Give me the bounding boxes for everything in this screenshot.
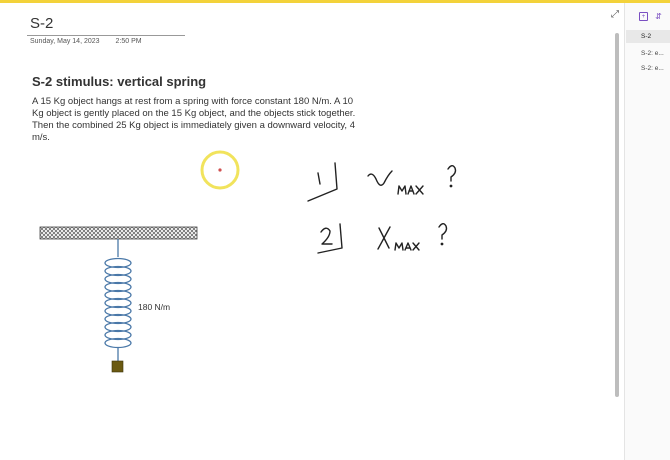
new-page-icon[interactable]: + xyxy=(639,12,648,21)
scrollbar-thumb[interactable] xyxy=(615,33,619,397)
spring-coils xyxy=(105,259,131,348)
sidebar-page-item[interactable]: S-2: e... xyxy=(641,65,664,72)
note-page[interactable] xyxy=(0,3,622,460)
expand-icon[interactable]: ⤢ xyxy=(611,9,619,20)
sidebar-toolbar xyxy=(639,9,663,23)
page-title[interactable]: S-2 xyxy=(30,15,54,32)
handwritten-question-1 xyxy=(308,163,456,201)
ink-drawing xyxy=(0,3,622,460)
cursor-dot xyxy=(218,168,221,171)
page-date: Sunday, May 14, 2023 xyxy=(30,38,100,45)
sort-icon[interactable]: ⇵ xyxy=(655,11,662,21)
ceiling-support xyxy=(40,227,197,239)
page-time: 2:50 PM xyxy=(115,38,142,45)
sidebar-page-item[interactable]: S-2 xyxy=(626,30,670,43)
page-list-sidebar xyxy=(624,3,670,460)
handwritten-question-2 xyxy=(318,224,447,253)
spring-constant-label[interactable]: 180 N/m xyxy=(138,302,171,312)
stimulus-paragraph[interactable]: A 15 Kg object hangs at rest from a spring with force constant 180 N/m. A 10 Kg object is gently placed on the 15 Kg object, and the objects stick together. Then the combined 25 Kg object is immediately given a downward velocity, 4 m/s. xyxy=(32,96,356,143)
hanging-mass xyxy=(112,361,123,372)
stimulus-heading[interactable]: S-2 stimulus: vertical spring xyxy=(32,74,207,89)
sidebar-page-item[interactable]: S-2: e... xyxy=(641,50,664,57)
